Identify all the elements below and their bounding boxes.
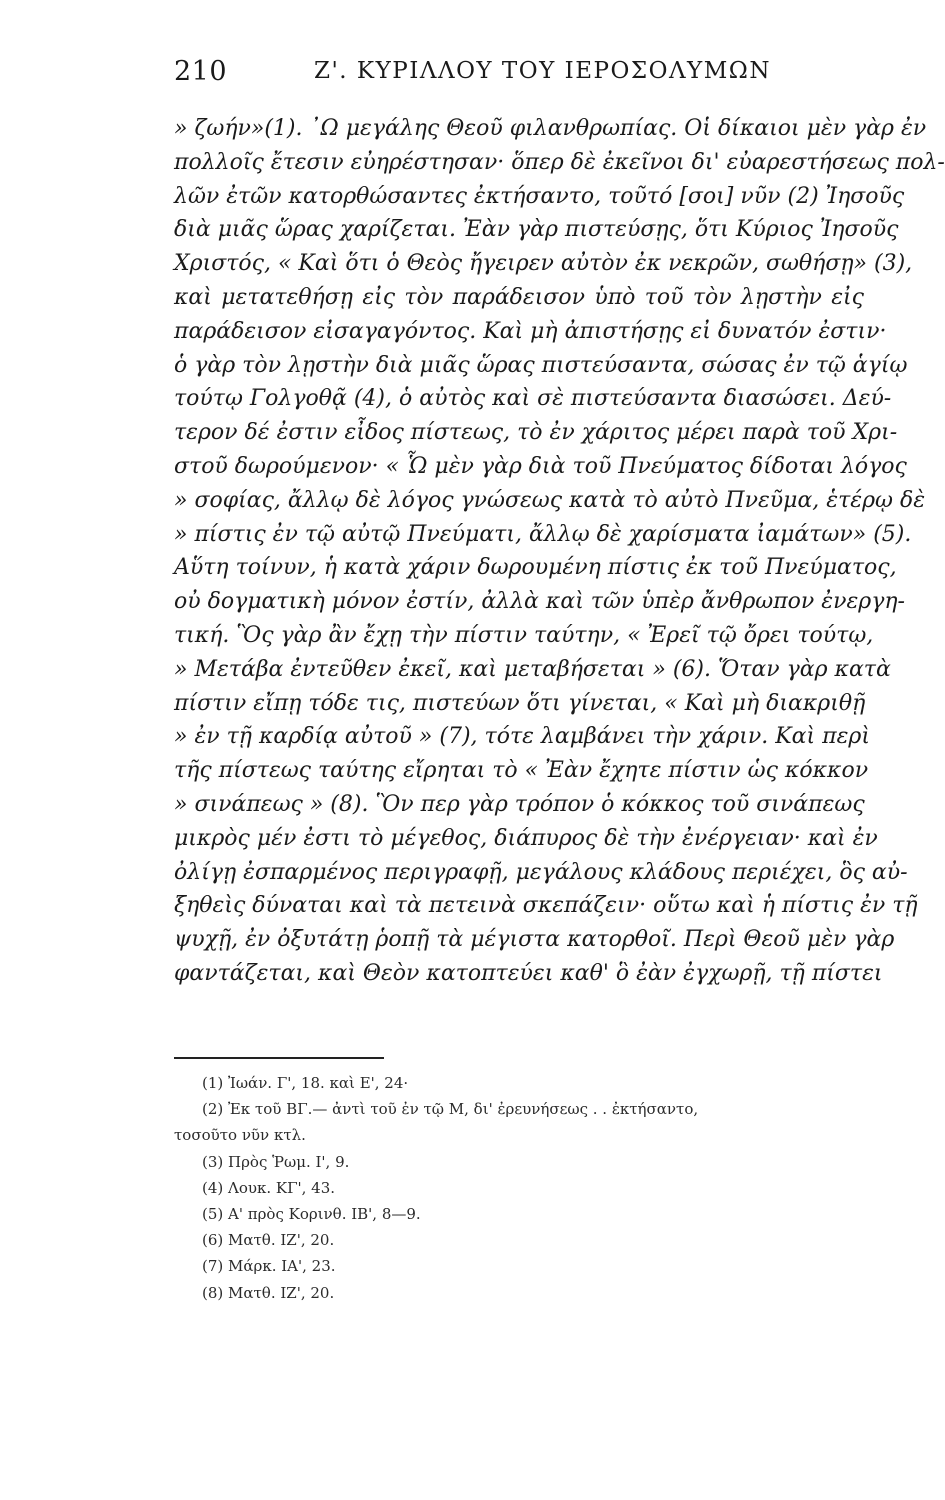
text-line: » πίστις ἐν τῷ αὐτῷ Πνεύματι, ἄλλῳ δὲ χαρίσματα ἰαμάτων» (5). xyxy=(174,521,912,547)
text-line: στοῦ δωρούμενον· « Ὧ μὲν γὰρ διὰ τοῦ Πνεύματος δίδοται λόγος xyxy=(174,453,907,479)
text-line: ὁ γὰρ τὸν λῃστὴν διὰ μιᾶς ὥρας πιστεύσαντα, σώσας ἐν τῷ ἁγίῳ xyxy=(174,352,908,378)
body-text xyxy=(174,112,945,991)
text-line: » ἐν τῇ καρδίᾳ αὐτοῦ » (7), τότε λαμβάνει τὴν χάριν. Καὶ περὶ xyxy=(174,724,870,750)
footnote: (2) Ἐκ τοῦ ΒΓ.— ἀντὶ τοῦ ἐν τῷ Μ, δι' ἐρευνήσεως . . ἐκτήσαντο, xyxy=(202,1100,699,1119)
text-line: ὀλίγῃ ἐσπαρμένος περιγραφῇ, μεγάλους κλάδους περιέχει, ὃς αὐ- xyxy=(174,859,908,885)
text-line: πίστιν εἴπῃ τόδε τις, πιστεύων ὅτι γίνεται, « Καὶ μὴ διακριθῇ xyxy=(174,690,866,716)
text-line: » σοφίας, ἄλλῳ δὲ λόγος γνώσεως κατὰ τὸ αὐτὸ Πνεῦμα, ἑτέρῳ δὲ xyxy=(174,487,925,513)
text-line: Αὕτη τοίνυν, ἡ κατὰ χάριν δωρουμένη πίστις ἐκ τοῦ Πνεύματος, xyxy=(174,555,897,581)
footnote: (1) Ἰωάν. Γ', 18. καὶ Ε', 24· xyxy=(202,1074,409,1092)
footnotes xyxy=(174,1070,874,1306)
text-line: τική. Ὃς γὰρ ἂν ἔχῃ τὴν πίστιν ταύτην, « Ἐρεῖ τῷ ὄρει τούτῳ, xyxy=(174,622,874,648)
text-line: διὰ μιᾶς ὥρας χαρίζεται. Ἐὰν γὰρ πιστεύσῃς, ὅτι Κύριος Ἰησοῦς xyxy=(174,217,899,243)
text-line: καὶ μετατεθήσῃ εἰς τὸν παράδεισον ὑπὸ τοῦ τὸν λῃστὴν εἰς xyxy=(174,284,864,310)
text-line: τούτῳ Γολγοθᾷ (4), ὁ αὐτὸς καὶ σὲ πιστεύσαντα διασώσει. Δεύ- xyxy=(174,386,892,412)
footnote: (4) Λουκ. ΚΓ', 43. xyxy=(202,1178,336,1197)
footnote: (7) Μάρκ. ΙΑ', 23. xyxy=(202,1257,336,1276)
text-line: Χριστός, « Καὶ ὅτι ὁ Θεὸς ἤγειρεν αὐτὸν ἐκ νεκρῶν, σωθήσῃ» (3), xyxy=(174,251,913,277)
text-line: πολλοῖς ἔτεσιν εὐηρέστησαν· ὅπερ δὲ ἐκεῖνοι δι' εὐαρεστήσεως πολ- xyxy=(174,149,945,175)
footnote: (8) Ματθ. ΙΖ', 20. xyxy=(202,1283,335,1302)
footnote: (6) Ματθ. ΙΖ', 20. xyxy=(202,1231,335,1250)
text-line: μικρὸς μέν ἐστι τὸ μέγεθος, διάπυρος δὲ τὴν ἐνέργειαν· καὶ ἐν xyxy=(174,825,878,851)
footnote-continuation: τοσοῦτο νῦν κτλ. xyxy=(174,1126,306,1145)
footnote: (5) Α' πρὸς Κορινθ. ΙΒ', 8—9. xyxy=(202,1204,421,1223)
text-line: λῶν ἐτῶν κατορθώσαντες ἐκτήσαντο, τοῦτό [σοι] νῦν (2) Ἰησοῦς xyxy=(174,183,905,209)
text-line: ψυχῇ, ἐν ὀξυτάτῃ ῥοπῇ τὰ μέγιστα κατορθοῖ. Περὶ Θεοῦ μὲν γὰρ xyxy=(174,927,895,953)
text-line: φαντάζεται, καὶ Θεὸν κατοπτεύει καθ' ὃ ἐὰν ἐγχωρῇ, τῇ πίστει xyxy=(174,960,883,986)
text-line: » Μετάβα ἐντεῦθεν ἐκεῖ, καὶ μεταβήσεται » (6). Ὅταν γὰρ κατὰ xyxy=(174,656,891,682)
text-line: παράδεισον εἰσαγαγόντος. Καὶ μὴ ἀπιστήσῃς εἰ δυνατόν ἐστιν· xyxy=(174,318,887,344)
page-number: 210 xyxy=(174,56,228,87)
page-header xyxy=(174,52,864,96)
text-line: » ζωήν»(1). ᾿Ω μεγάλης Θεοῦ φιλανθρωπίας. Οἱ δίκαιοι μὲν γὰρ ἐν xyxy=(174,116,927,141)
footnote: (3) Πρὸς Ῥωμ. Ι', 9. xyxy=(202,1152,350,1171)
text-line: οὐ δογματικὴ μόνον ἐστίν, ἀλλὰ καὶ τῶν ὑπὲρ ἄνθρωπον ἐνεργη- xyxy=(174,589,905,615)
text-line: ξηθεὶς δύναται καὶ τὰ πετεινὰ σκεπάζειν· οὕτω καὶ ἡ πίστις ἐν τῇ xyxy=(174,893,918,919)
footnote-divider xyxy=(174,1057,384,1059)
text-line: τῆς πίστεως ταύτης εἴρηται τὸ « Ἐὰν ἔχητε πίστιν ὡς κόκκον xyxy=(174,758,869,784)
text-line: » σινάπεως » (8). Ὃν περ γὰρ τρόπον ὁ κόκκος τοῦ σινάπεως xyxy=(174,791,865,817)
running-title: Ζ'. ΚΥΡΙΛΛΟΥ ΤΟΥ ΙΕΡΟΣΟΛΥΜΩΝ xyxy=(314,58,771,84)
text-line: τερον δέ ἐστιν εἶδος πίστεως, τὸ ἐν χάριτος μέρει παρὰ τοῦ Χρι- xyxy=(174,420,898,446)
